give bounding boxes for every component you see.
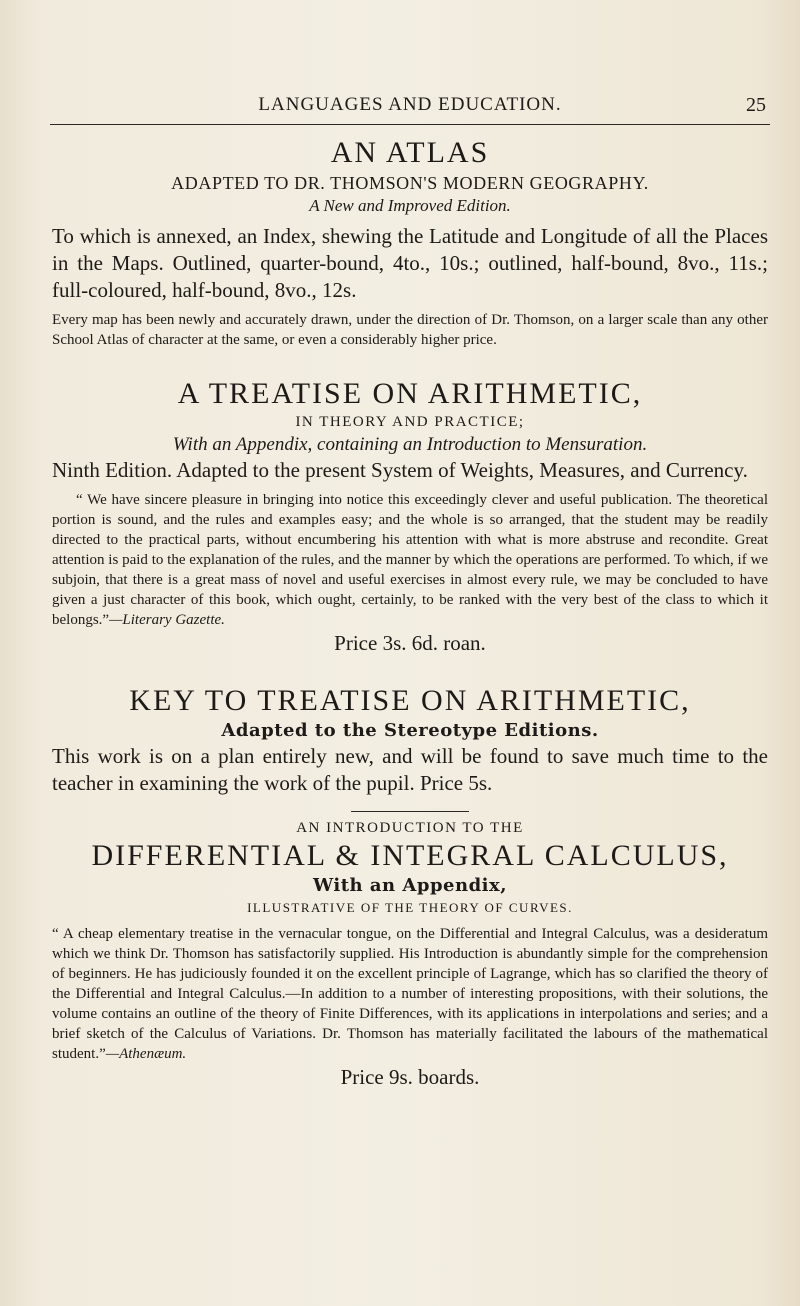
atlas-advertisement: [52, 135, 768, 350]
header-rule: [50, 124, 770, 125]
calculus-advertisement: [52, 818, 768, 1091]
key-advertisement: [52, 683, 768, 797]
calculus-illustrative: ILLUSTRATIVE OF THE THEORY OF CURVES.: [247, 900, 573, 915]
key-subheading: Adapted to the Stereotype Editions.: [221, 720, 599, 741]
treatise-heading: A TREATISE ON ARITHMETIC,: [177, 377, 643, 410]
treatise-edition: Ninth Edition. Adapted to the present System of Weights, Measures, and Currency.: [52, 458, 748, 482]
key-heading: KEY TO TREATISE ON ARITHMETIC,: [129, 684, 691, 717]
treatise-subheading: IN THEORY AND PRACTICE;: [295, 414, 525, 430]
calculus-review-source: —Athenæum.: [105, 1046, 187, 1062]
calculus-with-appendix: With an Appendix,: [312, 875, 508, 896]
key-description: This work is on a plan entirely new, and will be found to save much time to the teacher in examining the work of the pupil. Price 5s.: [52, 744, 768, 795]
calculus-review-text: “ A cheap elementary treatise in the vernacular tongue, on the Differential and Integral Calculus, was a desideratum which we think Dr. Thomson has satisfactorily supplied. His Introduction is abundantly simple for the comprehension of beginners. He has judiciously founded it on the excellent principle of Lagrange, which has so clarified the theory of the Differential and Integral Calculus.—In addition to a number of interesting propositions, with their solutions, the volume contains an outline of the theory of Finite Differences, with its applications in interpolations and series; and a brief sketch of the Calculus of Variations. Dr. Thomson has materially facilitated the labours of the mathematical student.”: [52, 926, 768, 1062]
content: [52, 135, 768, 1091]
treatise-review: [52, 490, 768, 630]
atlas-description: To which is annexed, an Index, shewing the Latitude and Longitude of all the Places in the Maps. Outlined, quarter-bound, 4to., 10s.; outlined, half-bound, 8vo., 11s.; full-coloured, half-bound, 8vo., 12s.: [52, 224, 768, 302]
calculus-heading: DIFFERENTIAL & INTEGRAL CALCULUS,: [91, 839, 729, 872]
calculus-intro: AN INTRODUCTION TO THE: [296, 820, 524, 836]
atlas-note: Every map has been newly and accurately drawn, under the direction of Dr. Thomson, on a larger scale than any other School Atlas of character at the same, or even a considerably higher price.: [52, 312, 768, 348]
page-number: 25: [746, 94, 766, 116]
treatise-review-text: “ We have sincere pleasure in bringing into notice this exceedingly clever and useful publication. The theoretical portion is sound, and the rules and examples easy; and the whole is so arranged, that the student may be readily directed to the practical parts, without encumbering his attention with what is more abstruse and recondite. Great attention is paid to the explanation of the rules, and the manner by which the operations are performed. To which, if we subjoin, that there is a great mass of novel and useful exercises in almost every rule, we may be concluded to have given a just character of this book, which ought, certainly, to be ranked with the very best of the class to which it belongs.”: [52, 492, 768, 628]
section-divider: [351, 811, 469, 812]
treatise-advertisement: [52, 376, 768, 657]
treatise-price: Price 3s. 6d. roan.: [334, 631, 486, 655]
running-head-title: LANGUAGES AND EDUCATION.: [258, 94, 562, 115]
running-head: [50, 94, 770, 124]
atlas-subheading: ADAPTED TO DR. THOMSON'S MODERN GEOGRAPHY.: [171, 173, 649, 193]
treatise-appendix: With an Appendix, containing an Introduction to Mensuration.: [172, 434, 648, 455]
atlas-heading: AN ATLAS: [330, 136, 490, 169]
atlas-edition: A New and Improved Edition.: [309, 196, 511, 215]
treatise-review-source: —Literary Gazette.: [109, 612, 225, 628]
calculus-price: Price 9s. boards.: [340, 1065, 480, 1089]
calculus-review: [52, 924, 768, 1064]
